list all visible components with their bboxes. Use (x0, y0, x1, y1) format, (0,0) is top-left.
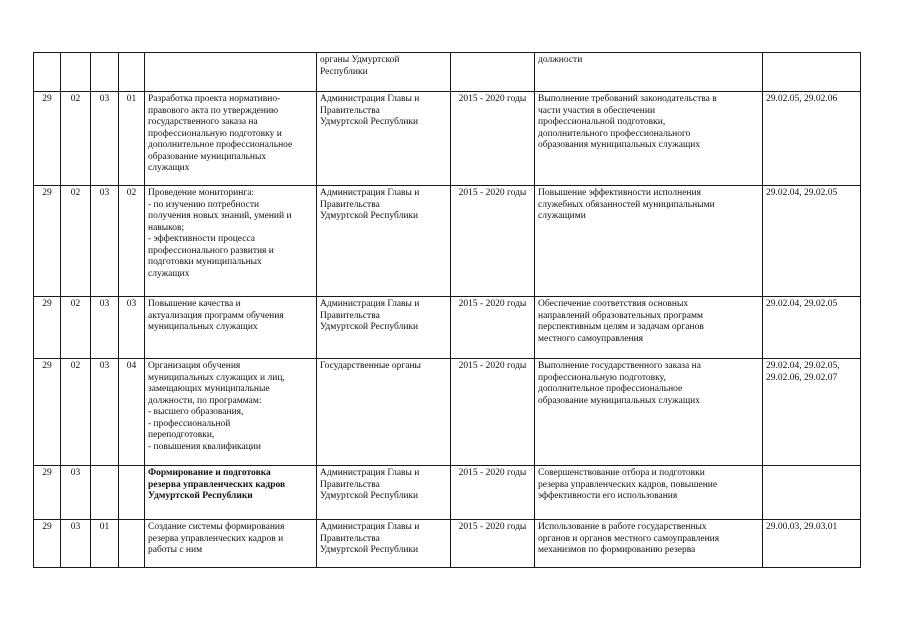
table-row (34, 92, 861, 186)
cell-responsible: Администрация Главы и Правительства Удмуртской Республики (317, 297, 451, 359)
cell-period: 2015 - 2020 годы (451, 466, 535, 520)
cell-indicators (763, 466, 861, 520)
cell-period (451, 53, 535, 92)
cell-responsible: Администрация Главы и Правительства Удмуртской Республики (317, 520, 451, 568)
cell-name: Разработка проекта нормативно- правового акта по утверждению государственного заказа на профессиональную подготовку и дополнительное профессиональное образование муниципальных служащих (145, 92, 317, 186)
table-row (34, 359, 861, 466)
cell-indicators: 29.02.04, 29.02.05 (763, 297, 861, 359)
cell-indicators: 29.00.03, 29.03.01 (763, 520, 861, 568)
cell-code-4 (119, 466, 145, 520)
cell-code-2: 03 (61, 466, 91, 520)
cell-name: Организация обучения муниципальных служащих и лиц, замещающих муниципальные должности, по программам: - высшего образования, - профессиональной переподготовки, - повышения квалификации (145, 359, 317, 466)
table-row (34, 466, 861, 520)
cell-name (145, 53, 317, 92)
cell-result: Использование в работе государственных органов и органов местного самоуправления механизмов по формированию резерва (535, 520, 763, 568)
cell-name: Создание системы формирования резерва управленческих кадров и работы с ним (145, 520, 317, 568)
cell-code-1: 29 (34, 92, 61, 186)
cell-responsible: Государственные органы (317, 359, 451, 466)
cell-code-2: 02 (61, 297, 91, 359)
cell-code-2: 03 (61, 520, 91, 568)
table-row (34, 297, 861, 359)
cell-code-1: 29 (34, 297, 61, 359)
cell-indicators: 29.02.05, 29.02.06 (763, 92, 861, 186)
cell-code-2 (61, 53, 91, 92)
cell-responsible: органы Удмуртской Республики (317, 53, 451, 92)
cell-result: Выполнение государственного заказа на профессиональную подготовку, дополнительное профессиональное образование муниципальных служащих (535, 359, 763, 466)
cell-code-1: 29 (34, 359, 61, 466)
cell-code-3: 03 (91, 297, 119, 359)
cell-code-3: 01 (91, 520, 119, 568)
cell-code-4: 03 (119, 297, 145, 359)
cell-period: 2015 - 2020 годы (451, 92, 535, 186)
cell-code-1: 29 (34, 520, 61, 568)
cell-code-2: 02 (61, 92, 91, 186)
cell-code-4: 04 (119, 359, 145, 466)
cell-code-1: 29 (34, 466, 61, 520)
cell-code-4 (119, 520, 145, 568)
cell-period: 2015 - 2020 годы (451, 359, 535, 466)
cell-name: Повышение качества и актуализация программ обучения муниципальных служащих (145, 297, 317, 359)
cell-result: Обеспечение соответствия основных направлений образовательных программ перспективным целям и задачам органов местного самоуправления (535, 297, 763, 359)
cell-code-4: 01 (119, 92, 145, 186)
cell-code-3: 03 (91, 359, 119, 466)
cell-code-4: 02 (119, 186, 145, 297)
cell-name: Проведение мониторинга: - по изучению потребности получения новых знаний, умений и навыков; - эффективности процесса профессионального развития и подготовки муниципальных служащих (145, 186, 317, 297)
cell-responsible: Администрация Главы и Правительства Удмуртской Республики (317, 92, 451, 186)
cell-indicators (763, 53, 861, 92)
cell-code-1: 29 (34, 186, 61, 297)
cell-code-3: 03 (91, 186, 119, 297)
table-row (34, 186, 861, 297)
cell-code-3: 03 (91, 92, 119, 186)
cell-responsible: Администрация Главы и Правительства Удмуртской Республики (317, 186, 451, 297)
cell-code-2: 02 (61, 359, 91, 466)
cell-name: Формирование и подготовка резерва управленческих кадров Удмуртской Республики (145, 466, 317, 520)
cell-code-3 (91, 466, 119, 520)
cell-responsible: Администрация Главы и Правительства Удмуртской Республики (317, 466, 451, 520)
cell-result: должности (535, 53, 763, 92)
cell-indicators: 29.02.04, 29.02.05, 29.02.06, 29.02.07 (763, 359, 861, 466)
table-row-continued (34, 53, 861, 92)
cell-code-3 (91, 53, 119, 92)
program-measures-table (33, 52, 861, 568)
cell-code-4 (119, 53, 145, 92)
cell-code-2: 02 (61, 186, 91, 297)
cell-period: 2015 - 2020 годы (451, 520, 535, 568)
cell-code-1 (34, 53, 61, 92)
cell-result: Выполнение требований законодательства в части участия в обеспечении профессиональной подготовки, дополнительного профессионального образования муниципальных служащих (535, 92, 763, 186)
cell-result: Повышение эффективности исполнения служебных обязанностей муниципальными служащими (535, 186, 763, 297)
table-row (34, 520, 861, 568)
cell-period: 2015 - 2020 годы (451, 186, 535, 297)
cell-indicators: 29.02.04, 29.02.05 (763, 186, 861, 297)
cell-period: 2015 - 2020 годы (451, 297, 535, 359)
cell-result: Совершенствование отбора и подготовки резерва управленческих кадров, повышение эффективности его использования (535, 466, 763, 520)
